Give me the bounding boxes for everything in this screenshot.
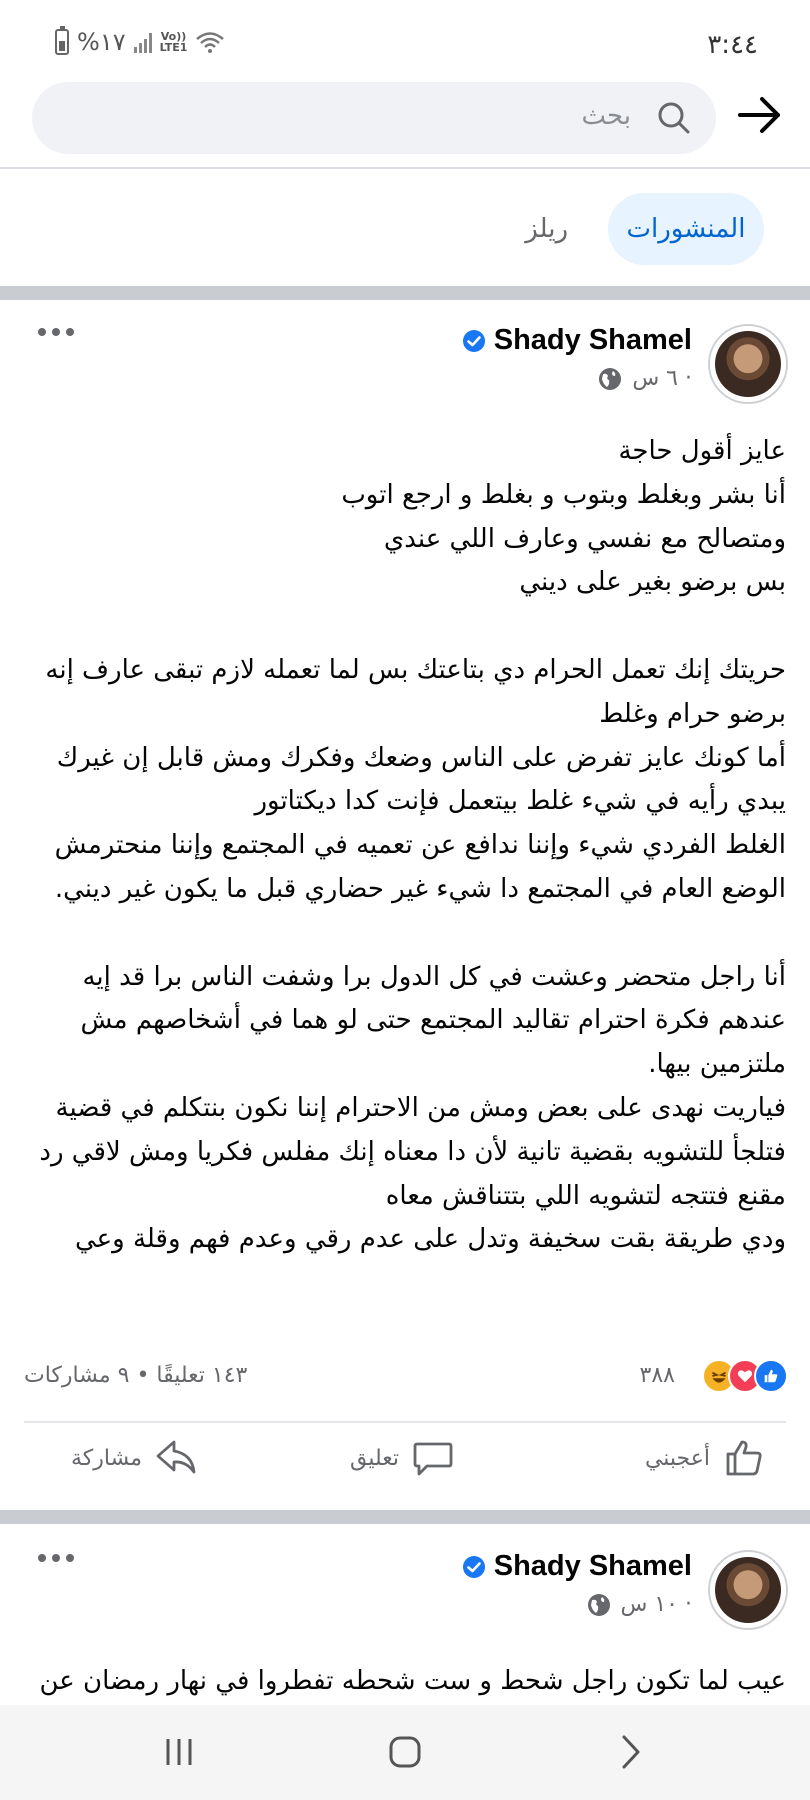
back-arrow-icon[interactable] [734,90,784,140]
comment-icon [411,1436,455,1480]
section-separator [0,1510,810,1524]
tab-reels[interactable]: ريلز [525,214,568,244]
verified-badge-icon [462,1555,486,1579]
post-time[interactable]: ٦ س · [632,366,692,391]
post-line: الغلط الفردي شيء وإننا ندافع عن تعميه في المجتمع وإننا منحترمش الوضع العام في المجتمع دا شيء غير حضاري قبل ما يكون غير ديني. [54,830,786,904]
author-name[interactable]: Shady Shamel [493,324,692,356]
status-time: ٣:٤٤ [707,30,758,60]
post-line: عيب لما تكون راجل شحط و ست شحطه تفطروا في نهار رمضان عن [39,1666,786,1696]
post-line: فياريت نهدى على بعض ومش من الاحترام إننا نكون بنتكلم في قضية فتلجأ للتشويه بقضية تانية لأن دا معناه إنك مفلس فكريا ومش لاقي رد مقنع فتتجه لتشويه اللي بتتناقش معاه [39,1092,786,1211]
post-header [0,1550,810,1640]
battery-icon [55,29,69,55]
search-input[interactable] [32,82,716,154]
like-reaction-icon [754,1359,788,1393]
comments-shares-count[interactable]: ١٤٣ تعليقًا • ٩ مشاركات [24,1363,248,1388]
reactions-count[interactable]: ٣٨٨ [639,1363,675,1388]
comment-button[interactable] [350,1436,455,1480]
post-line: أنا بشر وبغلط وبتوب و بغلط و ارجع اتوب [341,479,786,510]
verified-badge-icon [462,329,486,353]
volte-label: Vo)) [160,30,187,43]
system-nav-bar [0,1705,810,1800]
profile-tabs [0,193,810,265]
signal-icon [134,31,152,53]
status-bar [0,0,810,76]
post-line: ودي طريقة بقت سخيفة وتدل على عدم رقي وعدم فهم وقلة وعي [74,1224,786,1255]
share-label: مشاركة [70,1445,142,1471]
network-type [160,31,188,53]
post-time[interactable]: ١٠ س · [620,1592,692,1617]
post-author [462,1550,692,1583]
globe-icon [598,367,622,391]
actions-divider [24,1421,786,1423]
post-line: أنا راجل متحضر وعشت في كل الدول برا وشفت الناس برا قد إيه عندهم فكرة احترام تقاليد المجتمع حتى لو هما في أشخاصهم مش ملتزمين بيها. [80,961,786,1080]
share-button[interactable] [71,1436,198,1480]
home-icon[interactable] [380,1727,430,1777]
globe-icon [587,1593,611,1617]
more-options-icon[interactable] [38,1554,74,1562]
share-icon [154,1436,198,1480]
post-line: بس برضو بغير على ديني [519,567,786,598]
post-actions [0,1436,810,1496]
avatar[interactable] [708,324,788,404]
more-options-icon[interactable] [38,328,74,336]
post-meta [587,1592,693,1617]
avatar[interactable] [708,1550,788,1630]
post-author [462,324,692,357]
like-icon [722,1436,766,1480]
recent-apps-icon[interactable] [154,1727,204,1777]
comment-label: تعليق [349,1445,399,1471]
post-header [0,324,810,414]
back-icon[interactable] [606,1727,656,1777]
post-text [22,430,786,1262]
reactions-row [0,1355,810,1399]
post-line: أما كونك عايز تفرض على الناس وضعك وفكرك ومش قابل إن غيرك يبدي رأيه في شيء غلط بيتعمل فإنت كدا ديكتاتور [56,742,786,817]
reaction-icons[interactable] [710,1359,788,1393]
author-name[interactable]: Shady Shamel [493,1550,692,1582]
tab-posts[interactable]: المنشورات [608,193,764,265]
status-indicators [55,28,225,56]
search-placeholder: بحث [581,101,631,131]
search-icon [654,98,694,138]
lte-label: LTE1 [159,41,188,54]
header-divider [0,167,810,169]
search-row [0,82,810,166]
wifi-icon [195,30,225,54]
battery-percent: %١٧ [77,28,126,56]
post-meta [598,366,692,391]
like-button[interactable] [645,1436,766,1480]
section-separator [0,286,810,300]
post-line: حريتك إنك تعمل الحرام دي بتاعتك بس لما تعمله لازم تبقى عارف إنه برضو حرام وغلط [45,654,786,729]
post-text [22,1660,786,1704]
post-line: ومتصالح مع نفسي وعارف اللي عندي [383,523,786,554]
post-line: عايز أقول حاجة [618,436,786,466]
like-label: أعجبني [644,1445,710,1471]
